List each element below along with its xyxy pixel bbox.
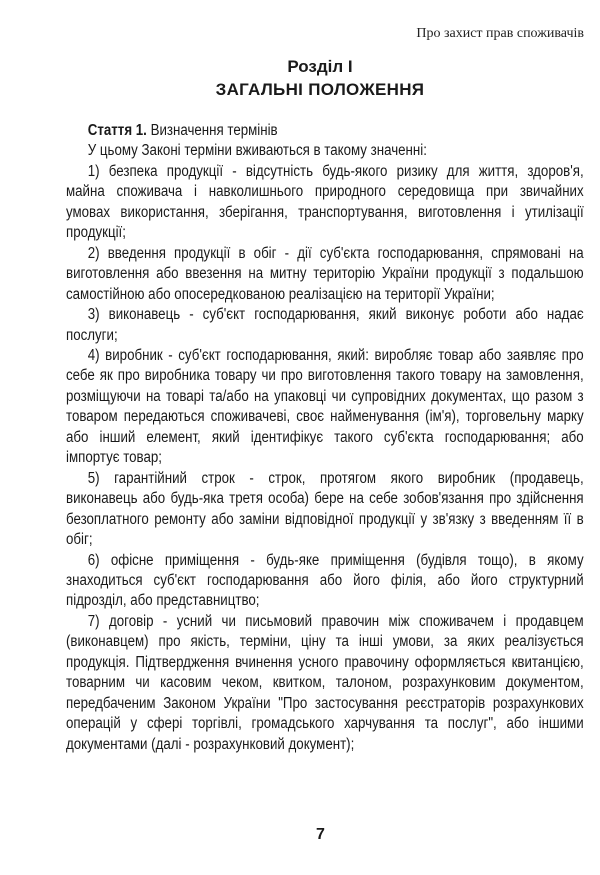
text-line: виконавець або будь-яка третя особа) бере на себе зобов'язання про здійснення	[66, 490, 584, 508]
paragraph	[66, 346, 584, 469]
paragraph	[66, 244, 584, 305]
text-line: 5) гарантійний строк - строк, протягом якого виробник (продавець,	[87, 469, 584, 487]
section-title: Розділ I	[287, 57, 353, 76]
text-line: документами (далі - розрахунковий документ);	[66, 735, 355, 753]
article-title: Визначення термінів	[146, 122, 278, 139]
paragraph	[66, 469, 584, 551]
text-line: операцій у сфері торгівлі, громадського харчування та послуг", або іншими	[66, 715, 584, 733]
text-line: продукції;	[66, 224, 126, 242]
text-line: послуги;	[66, 326, 118, 344]
text-line: товаром передаються споживачеві, своє найменування (ім'я), торговельну марку	[66, 408, 584, 426]
text-line: передбаченим Законом України "Про застосування реєстраторів розрахункових	[66, 694, 584, 712]
text-line: або інший елемент, який ідентифікує такого суб'єкта господарювання; або	[66, 428, 584, 446]
paragraph	[66, 141, 584, 161]
text-line: 1) безпека продукції - відсутність будь-якого ризику для життя, здоров'я,	[87, 162, 584, 180]
paragraph	[66, 162, 584, 244]
paragraph	[66, 305, 584, 346]
text-line: підрозділ, або представництво;	[66, 592, 260, 610]
article-heading	[66, 121, 584, 141]
text-line: знаходиться суб'єкт господарювання або його філія, або його структурний	[66, 571, 584, 589]
text-line: 2) введення продукції в обіг - дії суб'єкта господарювання, спрямовані на	[87, 244, 584, 262]
text-line: умовах використання, зберігання, транспортування, виготовлення і утилізації	[66, 203, 584, 221]
text-line: У цьому Законі терміни вживаються в такому значенні:	[87, 142, 427, 160]
article-label: Стаття 1.	[87, 122, 147, 139]
text-line: 6) офісне приміщення - будь-яке приміщення (будівля тощо), в якому	[87, 551, 584, 569]
document-body	[66, 121, 584, 755]
text-line: 4) виробник - суб'єкт господарювання, який: виробляє товар або заявляє про	[87, 346, 584, 364]
text-line: 3) виконавець - суб'єкт господарювання, який виконує роботи або надає	[87, 306, 584, 324]
text-line: розміщуючи на товарі та/або на упаковці чи супровідних документах, що разом з	[66, 387, 584, 405]
text-line: самостійною або опосередкованою реалізацією на території України;	[66, 285, 495, 303]
text-line: товарним чи касовим чеком, квитком, талоном, розрахунковим документом,	[66, 674, 584, 692]
text-line: (виконавцем) про якість, терміни, ціну та інші умови, за яких реалізується	[66, 633, 584, 651]
paragraph	[66, 551, 584, 612]
text-line: майна споживача і навколишнього природного середовища при звичайних	[66, 183, 584, 201]
text-line: імпортує товар;	[66, 449, 162, 467]
text-line: себе як про виробника товару чи про виготовлення такого товару на замовлення,	[66, 367, 584, 385]
text-line: безоплатного ремонту або заміни відповідної продукції у зв'язку з введенням її в	[66, 510, 584, 528]
text-line: продукція. Підтвердження вчинення усного правочину оформляється квитанцією,	[66, 653, 584, 671]
page-number: 7	[316, 826, 325, 843]
section-subtitle: ЗАГАЛЬНІ ПОЛОЖЕННЯ	[215, 80, 425, 99]
text-line: обіг;	[66, 531, 93, 549]
paragraph	[66, 612, 584, 755]
text-line: 7) договір - усний чи письмовий правочин між споживачем і продавцем	[87, 612, 584, 630]
running-header: Про захист прав споживачів	[416, 26, 584, 41]
text-line: виготовлення або ввезення на митну територію України продукції з подальшою	[66, 265, 584, 283]
